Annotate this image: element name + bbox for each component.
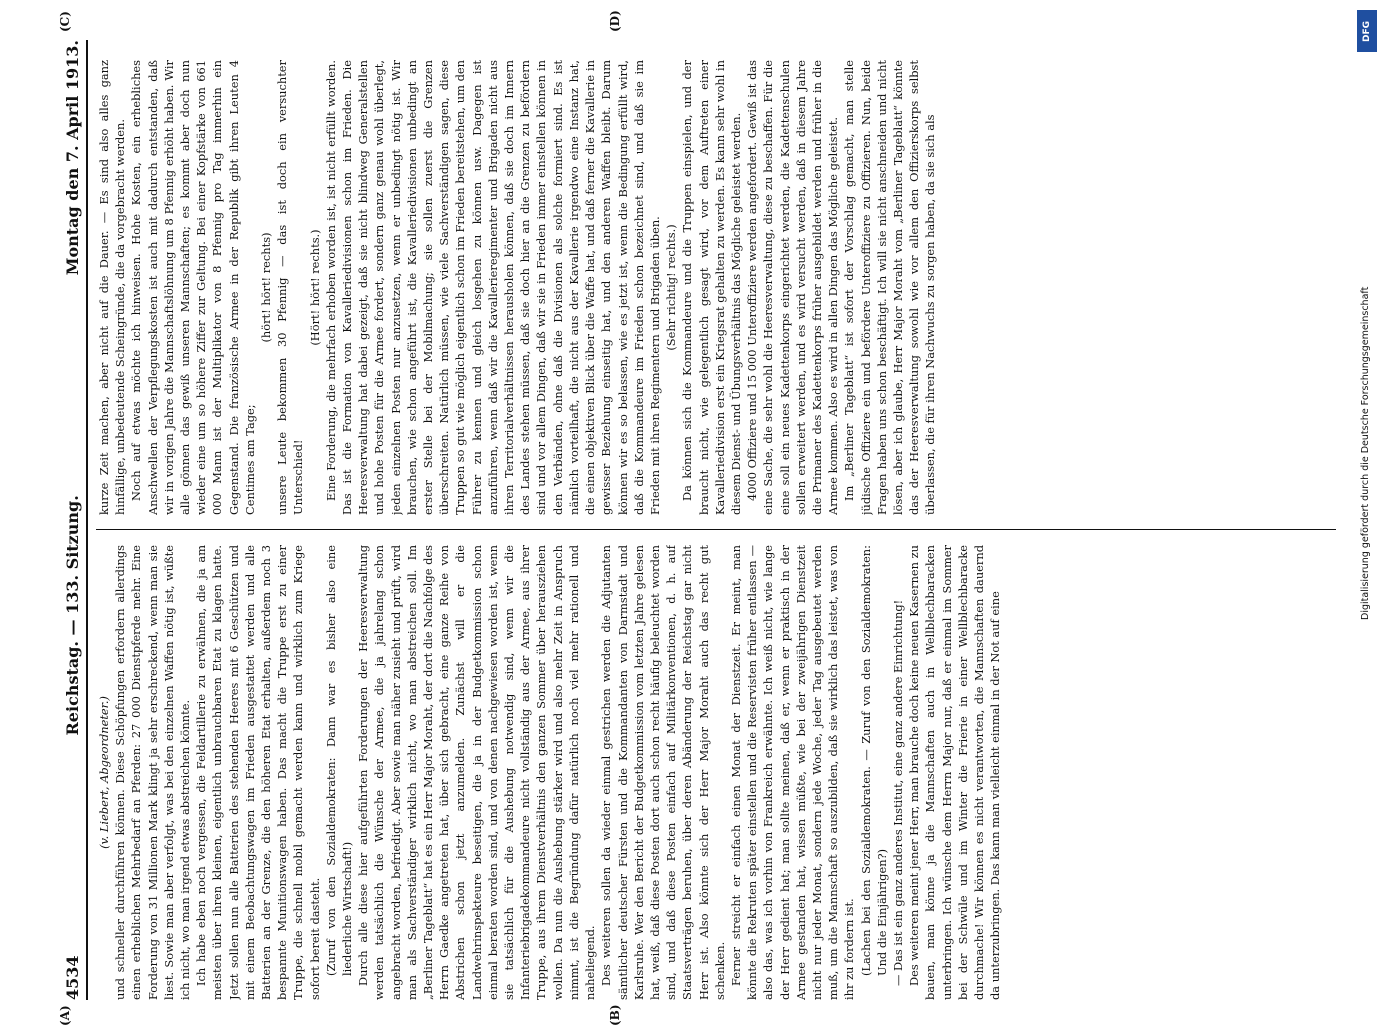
speaker-label: (v. Liebert, Abgeordneter.) bbox=[96, 545, 112, 1000]
paragraph: kurze Zeit machen, aber nicht auf die Dauer. — Es sind also alles ganz hinfällige, unbedeutende Scheingründe, die da vorgebracht werden. bbox=[96, 60, 128, 515]
interjection: (Zuruf von den Sozialdemokraten: Dann war es bisher also eine liederliche Wirtschaft!) bbox=[323, 545, 355, 1000]
paragraph: Durch alle diese hier aufgeführten Forderungen der Heeresverwaltung werden tatsächlich die Wünsche der Armee, die ja jahrelang schon angebracht worden, befriedigt. Aber sowie man näher zusieht und prüft, wird man als Sachverständiger wirklich nicht, wo man abstreichen soll. Im „Berliner Tageblatt“ hat es ein Herr Major Moraht, der dort die Nachfolge des Herrn Gaedke angetreten hat, über sich gebracht, eine ganze Reihe von Abstrichen schon jetzt anzumelden. Zunächst will er die Landwehrinspekteure beseitigen, die ja in der Budgetkommission schon einmal beraten worden sind, und von denen nachgewiesen worden ist, wenn sie tatsächlich für die Aushebung notwendig sind, wenn wir die Infanteriebrigadekommandeure nicht vollständig aus der Armee, aus ihrer Truppe, aus ihrem Dienstverhältnis den ganzen Sommer über herausziehen wollen. Da nun die Aushebung stärker wird und also mehr Zeit in Anspruch nimmt, ist die Begründung dafür natürlich noch viel mehr rationell und naheliegend. bbox=[355, 545, 598, 1000]
digitization-credit: Digitalisierung gefördert durch die Deutsche Forschungsgemeinschaft bbox=[1360, 60, 1371, 620]
margin-letter-c: (C) bbox=[58, 11, 72, 32]
rotated-newspaper-page bbox=[48, 40, 1338, 1000]
paragraph: Ferner streicht er einfach einen Monat der Dienstzeit. Er meint, man könnte die Rekruten später einstellen und die Reservisten früher entlassen — also das, was ich vorhin von Frankreich erwähnte. Ich weiß nicht, wie lange der Herr gedient hat; man sollte meinen, daß er, wenn er praktisch in der Armee gestanden hat, wissen müßte, wie bei der zweijährigen Dienstzeit nicht nur jeder Monat, sondern jede Woche, jeder Tag ausgebeutet werden muß, um die Mannschaft so auszubilden, daß sie wirklich das leistet, was von ihr zu fordern ist. bbox=[728, 545, 858, 1000]
interjection: (Hört! hört! rechts.) bbox=[307, 60, 323, 515]
margin-letter-d: (D) bbox=[608, 10, 622, 32]
paragraph: Im „Berliner Tageblatt“ ist sofort der Vorschlag gemacht, man stelle jüdische Offiziere ein und befördere Unteroffiziere zu Offizieren. Nun, beide Fragen haben uns schon beschäftigt. Ich will sie nicht anschneiden und nicht lösen, aber ich glaube, Herr Major Moraht vom „Berliner Tageblatt“ könnte das der Heeresverwaltung sowohl wie vor allem den Offizierskorps selbst überlassen, die für ihren Nachwuchs zu sorgen haben, da sie sich als bbox=[841, 60, 938, 515]
left-column bbox=[96, 545, 1336, 1000]
paragraph: Des weiteren sollen da wieder einmal gestrichen werden die Adjutanten sämtlicher deutscher Fürsten und die Kommandanten von Darmstadt und Karlsruhe. Wer den Bericht der Budgetkommission vom letzten Jahre gelesen hat, weiß, daß diese Posten dort auch schon recht häufig beleuchtet worden sind, und daß diese Posten einfach auf Militärkonventionen, d. h. auf Staatsverträgen beruhen, über deren Abänderung der Reichstag gar nicht Herr ist. Also könnte sich der Herr Major Moraht auch das recht gut schenken. bbox=[598, 545, 728, 1000]
margin-letter-b: (B) bbox=[608, 1005, 622, 1026]
paragraph: — Das ist ein ganz anderes Institut, eine ganz andere Einrichtung! bbox=[890, 545, 906, 1000]
page-header bbox=[48, 40, 88, 1000]
interjection: (Sehr richtig! rechts.) bbox=[663, 60, 679, 515]
paragraph: und schneller durchführen können. Diese Schöpfungen erfordern allerdings einen erheblichen Mehrbedarf an Pferden: 27 000 Dienstpferde mehr. Eine Forderung von 31 Millionen Mark klingt ja sehr erschreckend, wenn man sie liest. Sowie man aber verfolgt, was bei den einzelnen Waffen nötig ist, wüßte ich nicht, wo man irgend etwas abstreichen könnte. bbox=[112, 545, 193, 1000]
session-date: Montag den 7. April 1913. bbox=[63, 40, 82, 275]
paragraph: Des weiteren meint jener Herr, man brauche doch keine neuen Kasernen zu bauen, man könne ja die Mannschaften auch in Wellblechbaracken unterbringen. Ich wünsche dem Herrn Major nur, daß er einmal im Sommer bei der Schwüle und im Winter die Frierie in einer Wellblechbaracke durchmache! Wir können es nicht verantworten, die Mannschaften dauernd da unterzubringen. Das kann man vielleicht einmal in der Not auf eine bbox=[906, 545, 1003, 1000]
paragraph: unsere Leute bekommen 30 Pfennig — das ist doch ein versuchter Unterschied! bbox=[274, 60, 306, 515]
right-column bbox=[96, 60, 1336, 515]
paragraph: 4000 Offiziere und 15 000 Unteroffiziere werden angefordert. Gewiß ist das eine Sache, die sehr wohl die Heeresverwaltung, diese zu beschaffen. Für die eine soll ein neues Kadettenkorps eingerichtet werden, die Kadettenschulen sollen erweitert werden, und es wird versucht werden, daß in diesem Jahre die Primaner des Kadettenkorps früher ausgebildet werden und früher in die Armee kommen. Also es wird in allen Dingen das Mögliche geleistet. bbox=[744, 60, 841, 515]
interjection: (Lachen bei den Sozialdemokraten. — Zuruf von den Sozialdemokraten: Und die Einjährigen?) bbox=[858, 545, 890, 1000]
dfg-logo: DFG bbox=[1357, 10, 1377, 52]
margin-letter-a: (A) bbox=[58, 1005, 72, 1026]
interjection: (hört! hört! rechts) bbox=[258, 60, 274, 515]
session-title: Reichstag. — 133. Sitzung. bbox=[63, 495, 82, 735]
paragraph: Ich habe eben noch vergessen, die Feldartillerie zu erwähnen, die ja am meisten über ihren kleinen, eigentlich unbrauchbaren Etat zu klagen hatte. Jetzt sollen nun alle Batterien des stehenden Heeres mit 6 Geschützen und mit einem Beobachtungswagen im Frieden ausgestattet werden und alle Batterien an der Grenze, die den höheren Etat erhalten, außerdem noch 3 bespannte Munitionswagen haben. Das macht die Truppe erst zu einer Truppe, die schnell mobil gemacht werden kann und wirklich zum Kriege sofort bereit dasteht. bbox=[193, 545, 323, 1000]
paragraph: Eine Forderung, die mehrfach erhoben worden ist, ist nicht erfüllt worden. Das ist die Formation von Kavalleriedivisionen schon im Frieden. Die Heeresverwaltung hat dabei gezeigt, daß sie nicht blindweg Generalstellen und hohe Posten für die Armee fordert, sondern ganz genau wohl überlegt, jeden einzelnen Posten nur anzusetzen, wenn er unbedingt nötig ist. Wir brauchen, wie schon angeführt ist, die Kavalleriedivisionen unbedingt an erster Stelle bei der Mobilmachung; sie sollen zuerst die Grenzen überschreiten. Natürlich müssen, wie viele Sachverständigen sagen, diese Truppen so gut wie möglich eigentlich schon im Frieden bereitstehen, um den Führer zu kennen und gleich losgehen zu können usw. Dagegen ist anzuführen, wenn daß wir die Kavallerieregimenter und Brigaden nicht aus ihren Territorialverhältnissen herausholen können, daß sie doch im Innern des Landes stehen müssen, daß sie doch hier an die Grenzen zu befördern sind und vor allem Dingen, daß wir sie in Frieden immer einstellen können in den Verbänden, ohne daß die Divisionen als solche formiert sind. Es ist nämlich vorteilhaft, die nicht aus der Kavallerie irgendwo eine Instanz hat, die einen objektiven Blick über die Waffe hat, und daß ferner die Kavallerie in gewisser Beziehung einseitig hat, und den anderen Waffen bleibt. Darum können wir es so belassen, wie es jetzt ist, wenn die Bedingung erfüllt wird, daß die Kommandeure im Frieden schon bezeichnet sind, und daß sie im Frieden mit ihren Regimentern und Brigaden üben. bbox=[323, 60, 663, 515]
page-number: 4534 bbox=[63, 955, 82, 1000]
paragraph: Noch auf etwas möchte ich hinweisen. Hohe Kosten, ein erhebliches Anschwellen der Verpflegungskosten ist auch mit dadurch entstanden, daß wir in vorigen Jahre die Mannschaftslöhnung um 8 Pfennig erhöht haben. Wir alle gönnen das gewiß unseren Mannschaften; es kommt aber doch nun wieder eine um so höhere Ziffer zur Geltung. Bei einer Kopfstärke von 661 000 Mann ist der Multiplikator von 8 Pfennig pro Tag immerhin ein Gegenstand. Die französische Armee in der Republik gibt ihren Leuten 4 Centimes am Tage; bbox=[128, 60, 258, 515]
column-divider bbox=[96, 529, 1336, 530]
paragraph: Da können sich die Kommandeure und die Truppen einspielen, und der braucht nicht, wie gelegentlich gesagt wird, vor dem Auftreten einer Kavalleriedivision erst ein Kriegsrat gehalten zu werden. Es kann sehr wohl in diesem Dienst- und Übungsverhältnis das Mögliche geleistet werden. bbox=[679, 60, 744, 515]
